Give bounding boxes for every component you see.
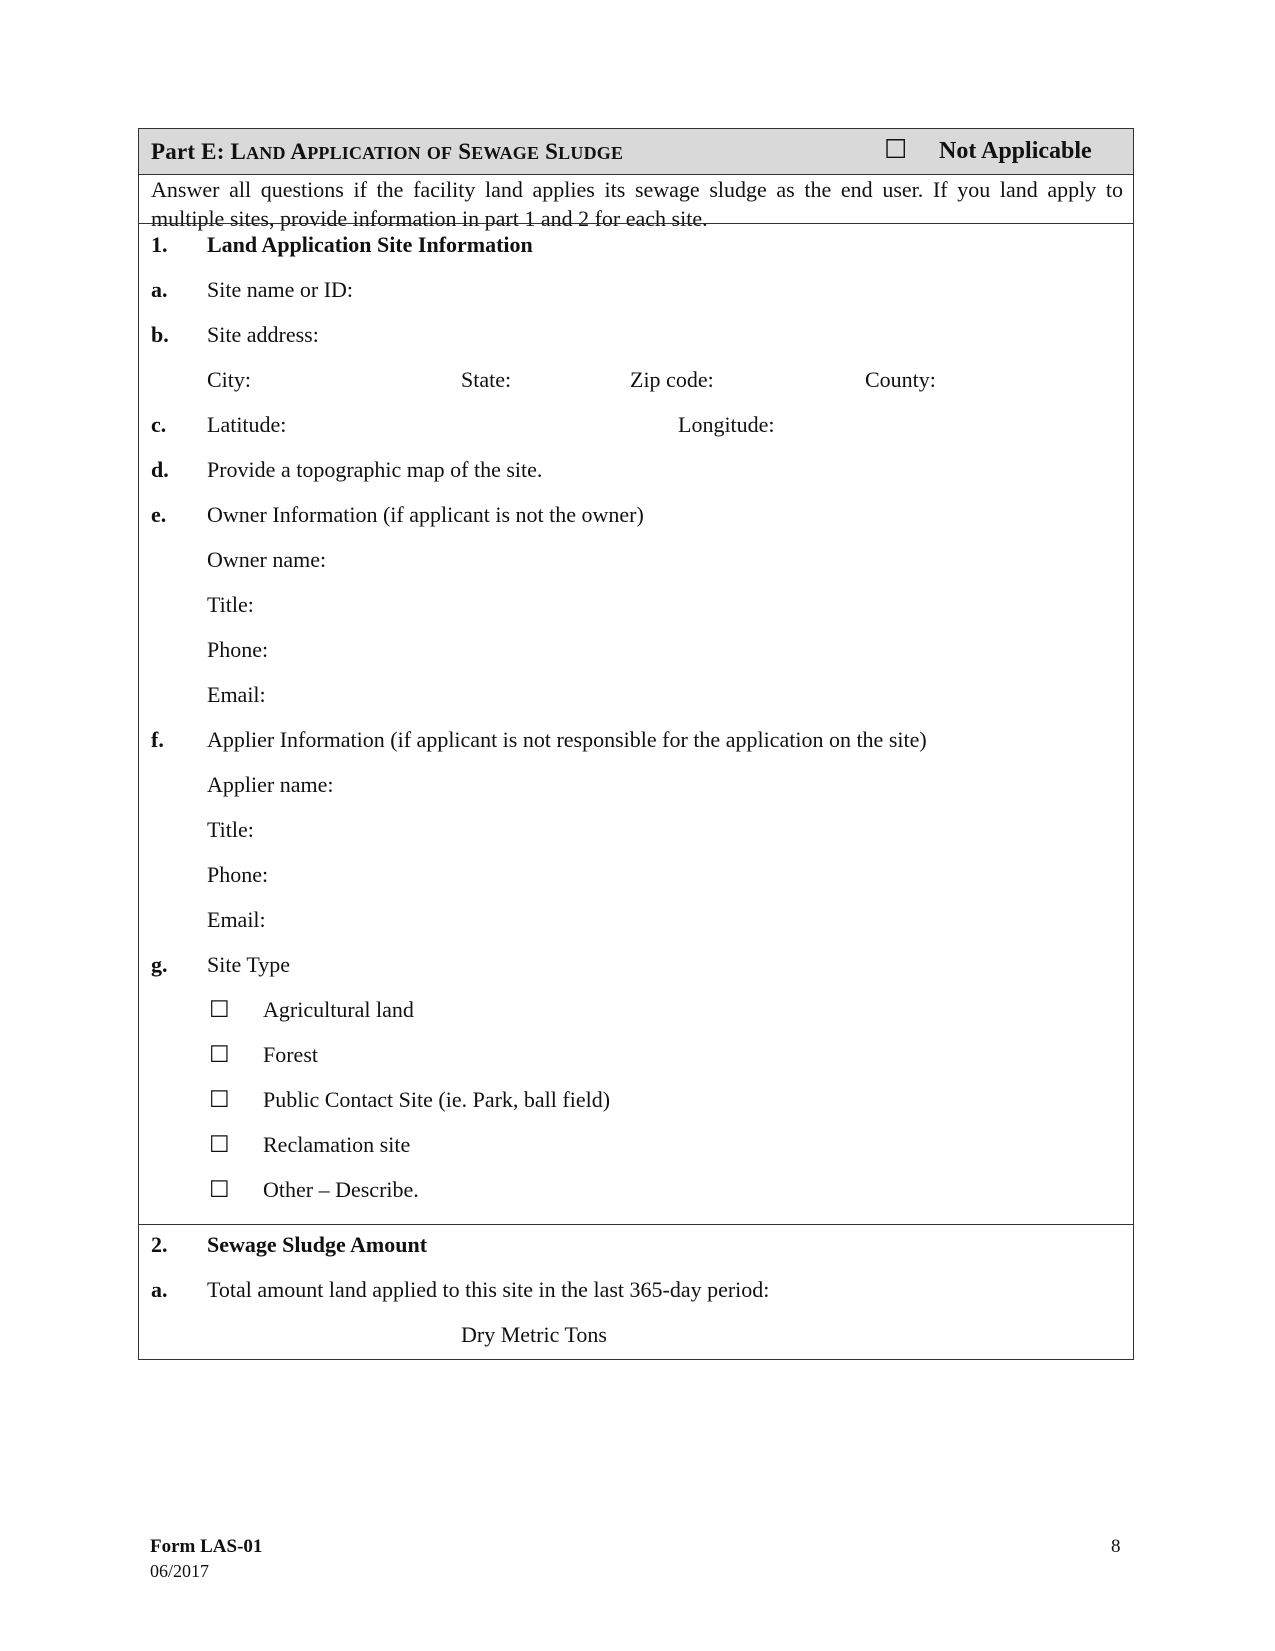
applier-name-label: Applier name: (207, 772, 334, 797)
city-label: City: (207, 367, 252, 392)
divider (139, 1224, 1133, 1225)
item-c-letter: c. (151, 412, 167, 437)
item-d-letter: d. (151, 457, 169, 482)
item-a-letter: a. (151, 277, 168, 302)
part-label: Part E: (151, 139, 225, 164)
divider (139, 223, 1133, 224)
form-part-e (138, 128, 1134, 1360)
forest-label: Forest (263, 1042, 318, 1067)
item-g-letter: g. (151, 952, 168, 977)
applier-phone-label: Phone: (207, 862, 269, 887)
owner-email-label: Email: (207, 682, 266, 707)
total-amount-label: Total amount land applied to this site in the last 365-day period: (207, 1277, 770, 1302)
reclamation-site-checkbox[interactable]: ☐ (209, 1132, 230, 1157)
other-describe-label: Other – Describe. (263, 1177, 419, 1202)
instructions-text: Answer all questions if the facility land applies its sewage sludge as the end user. If you land apply to multiple sites, provide information in part 1 and 2 for each site. (151, 177, 1123, 231)
applier-email-label: Email: (207, 907, 266, 932)
section-1-number: 1. (151, 232, 168, 257)
site-type-label: Site Type (207, 952, 290, 977)
title-word: SEWAGE (458, 139, 540, 164)
public-contact-site-label: Public Contact Site (ie. Park, ball field) (263, 1087, 611, 1112)
title-word: OF (426, 143, 453, 163)
item-2a-letter: a. (151, 1277, 168, 1302)
section-2-title: Sewage Sludge Amount (207, 1232, 428, 1257)
part-title (151, 139, 623, 165)
title-word: LAND (230, 139, 286, 164)
applier-information-label: Applier Information (if applicant is not responsible for the application on the site) (207, 727, 927, 752)
dry-metric-tons-label: Dry Metric Tons (461, 1322, 607, 1347)
site-address-label: Site address: (207, 322, 319, 347)
agricultural-land-label: Agricultural land (263, 997, 414, 1022)
agricultural-land-checkbox[interactable]: ☐ (209, 997, 230, 1022)
state-label: State: (461, 367, 512, 392)
owner-name-label: Owner name: (207, 547, 327, 572)
part-header (139, 129, 1133, 175)
zip-code-label: Zip code: (630, 367, 714, 392)
owner-phone-label: Phone: (207, 637, 269, 662)
site-name-label: Site name or ID: (207, 277, 354, 302)
public-contact-site-checkbox[interactable]: ☐ (209, 1087, 230, 1112)
owner-title-label: Title: (207, 592, 254, 617)
not-applicable-label: Not Applicable (939, 138, 1092, 164)
longitude-label: Longitude: (678, 412, 775, 437)
not-applicable-checkbox[interactable]: ☐ (884, 135, 908, 164)
part-title-words (231, 139, 624, 164)
item-f-letter: f. (151, 727, 164, 752)
other-checkbox[interactable]: ☐ (209, 1177, 230, 1202)
county-label: County: (865, 367, 936, 392)
section-1-title: Land Application Site Information (207, 232, 533, 257)
item-e-letter: e. (151, 502, 167, 527)
footer-form-id: Form LAS-01 (150, 1536, 263, 1557)
latitude-label: Latitude: (207, 412, 287, 437)
item-b-letter: b. (151, 322, 169, 347)
page-number: 8 (1111, 1536, 1121, 1557)
title-word: SLUDGE (545, 139, 624, 164)
footer-date: 06/2017 (150, 1561, 210, 1581)
forest-checkbox[interactable]: ☐ (209, 1042, 230, 1067)
topographic-map-label: Provide a topographic map of the site. (207, 457, 543, 482)
applier-title-label: Title: (207, 817, 254, 842)
owner-information-label: Owner Information (if applicant is not the owner) (207, 502, 644, 527)
section-2-number: 2. (151, 1232, 168, 1257)
reclamation-site-label: Reclamation site (263, 1132, 411, 1157)
title-word: APPLICATION (290, 139, 421, 164)
